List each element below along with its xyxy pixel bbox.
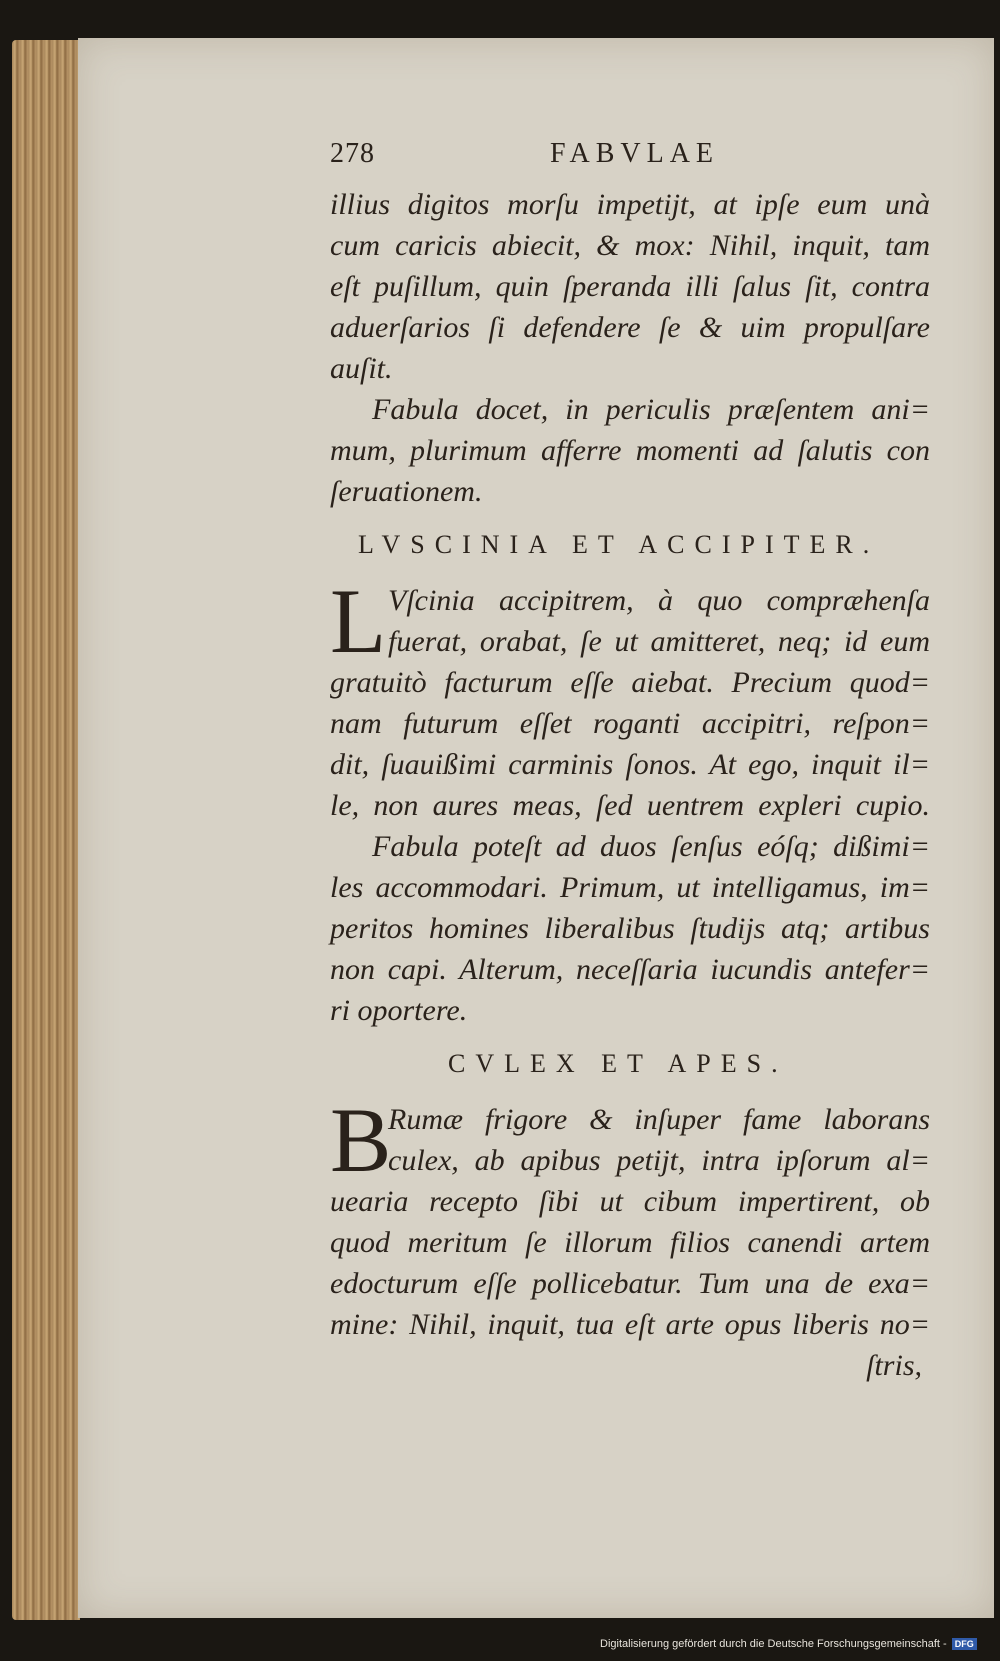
text-line: les accommodari. Primum, ut intelligamus, im=: [330, 871, 930, 904]
text-line: uearia recepto ſibi ut cibum impertirent, ob: [330, 1185, 930, 1218]
text-line: nam futurum eſſet roganti accipitri, reſpon=: [330, 707, 930, 740]
text-line: aduerſarios ſi defendere ſe & uim propulſare: [330, 311, 930, 344]
moral-paragraph: [330, 826, 930, 1031]
text-line: ſeruationem.: [330, 475, 483, 508]
credit-text: Digitalisierung gefördert durch die Deutsche Forschungsgemeinschaft -: [600, 1638, 947, 1650]
text-line: cum caricis abiecit, & mox: Nihil, inquit, tam: [330, 229, 930, 262]
drop-cap-initial: L: [330, 570, 387, 672]
fable-text: [330, 570, 930, 826]
text-line: peritos homines liberalibus ſtudijs atq; artibus: [330, 912, 930, 945]
book-page: [78, 38, 994, 1618]
catchword: ſtris,: [866, 1349, 922, 1382]
page-number: 278: [330, 138, 375, 169]
drop-cap-initial: B: [330, 1089, 392, 1191]
text-line: edocturum eſſe pollicebatur. Tum una de exa=: [330, 1267, 930, 1300]
text-line: illius digitos morſu impetijt, at ipſe eum unà: [330, 188, 930, 221]
text-line: culex, ab apibus petijt, intra ipſorum al=: [388, 1144, 930, 1177]
text-line: eſt puſillum, quin ſperanda illi ſalus ſit, contra: [330, 270, 930, 303]
text-line: dit, ſuauißimi carminis ſonos. At ego, inquit il=: [330, 748, 930, 781]
text-line: ri oportere.: [330, 994, 468, 1027]
text-line: non capi. Alterum, neceſſaria iucundis antefer=: [330, 953, 930, 986]
running-head: [330, 138, 930, 184]
text-line: Fabula docet, in periculis præſentem ani=: [372, 393, 930, 426]
text-line: Rumæ frigore & inſuper fame laborans: [388, 1103, 930, 1136]
digitization-credit: [600, 1638, 977, 1650]
text-line: Vſcinia accipitrem, à quo compræhenſa: [388, 584, 930, 617]
fable-ending-paragraph: [330, 184, 930, 389]
running-title: FABVLAE: [550, 138, 720, 169]
moral-paragraph: [330, 389, 930, 512]
text-line: le, non aures meas, ſed uentrem expleri cupio.: [330, 789, 930, 822]
book-fore-edge: [12, 40, 80, 1620]
text-line: auſit.: [330, 352, 393, 385]
dfg-logo: DFG: [952, 1638, 977, 1650]
text-line: mum, plurimum afferre momenti ad ſalutis con: [330, 434, 930, 467]
text-line: fuerat, orabat, ſe ut amitteret, neq; id eum: [388, 625, 930, 658]
text-line: mine: Nihil, inquit, tua eſt arte opus liberis no=: [330, 1308, 930, 1341]
text-block: [330, 138, 930, 1386]
text-line: gratuitò facturum eſſe aiebat. Precium quod=: [330, 666, 930, 699]
fable-heading: CVLEX ET APES.: [448, 1049, 788, 1078]
fable-text: [330, 1089, 930, 1386]
fable-heading: LVSCINIA ET ACCIPITER.: [358, 530, 880, 559]
text-line: Fabula poteſt ad duos ſenſus eóſq; dißimi=: [372, 830, 930, 863]
text-line: quod meritum ſe illorum filios canendi artem: [330, 1226, 930, 1259]
